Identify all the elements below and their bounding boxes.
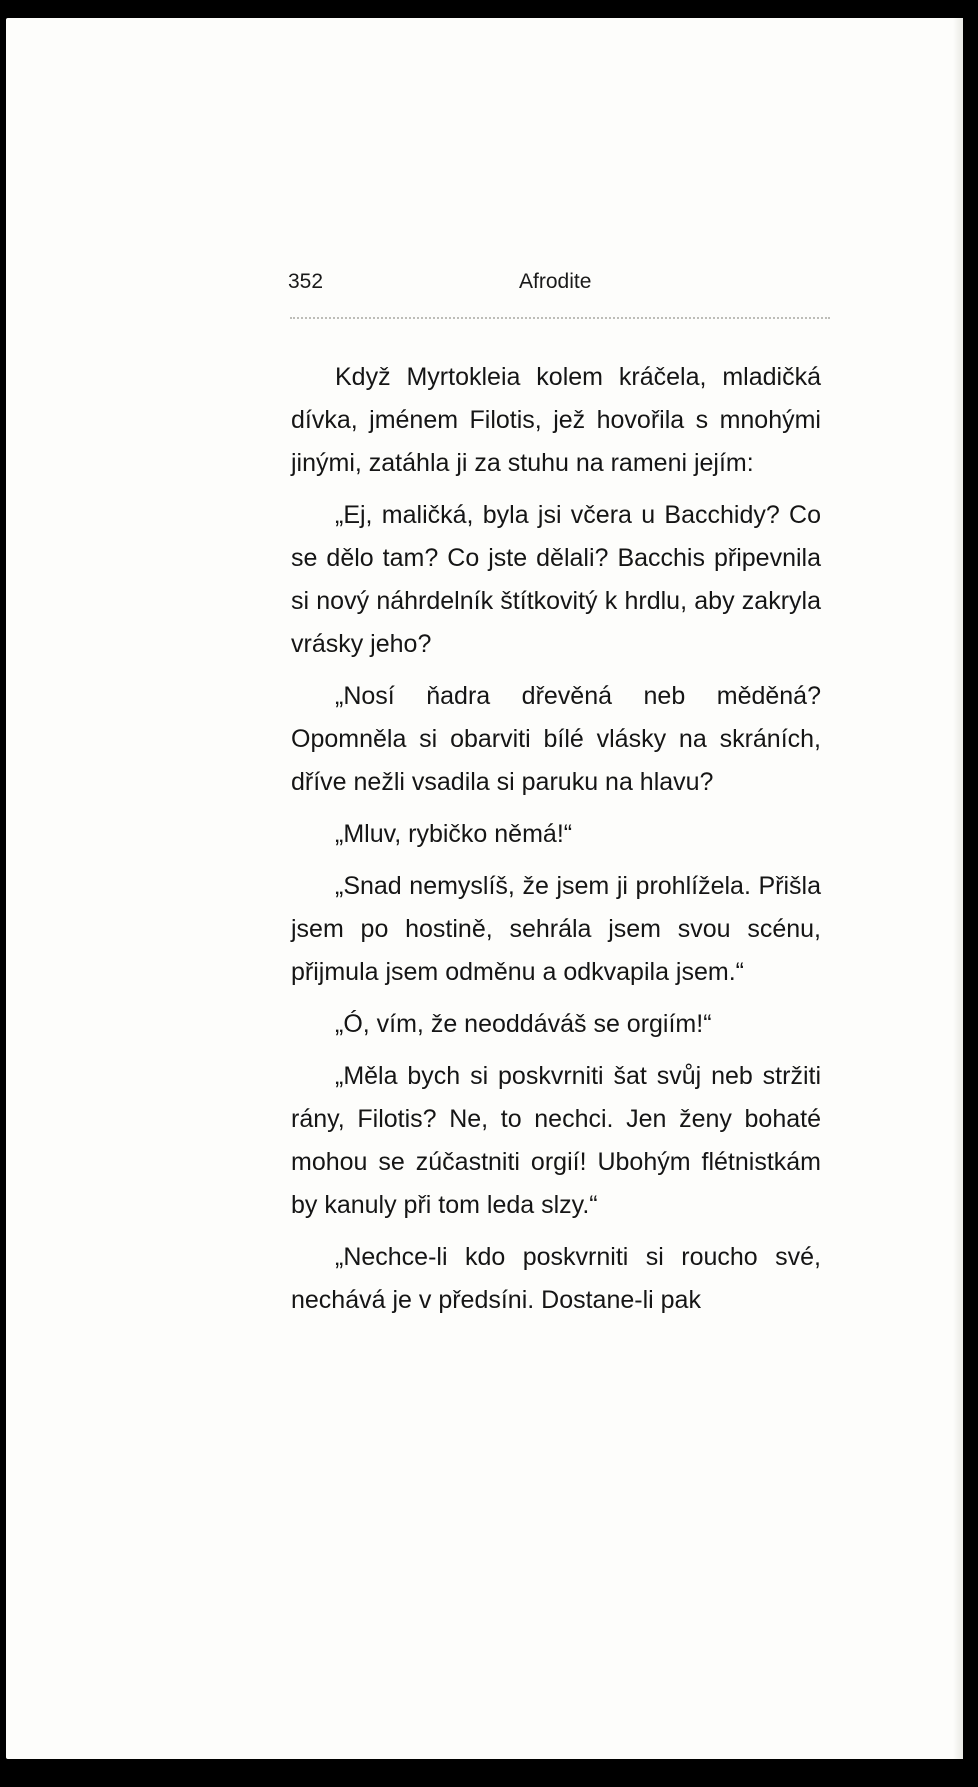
paragraph: „Měla bych si poskvrniti šat svůj neb stržiti rány, Filotis? Ne, to nechci. Jen ženy bohaté mohou se zúčastniti orgií! Ubohým flétnistkám by kanuly při tom leda slzy.“ [291,1062,821,1219]
paragraph: „Nechce-li kdo poskvrniti si roucho své, nechává je v předsíni. Dostane-li pak [291,1243,821,1314]
header-rule [290,317,830,319]
book-page [6,18,963,1759]
paragraph: „Nosí ňadra dřevěná neb měděná? Opomněla si obarviti bílé vlásky na skráních, dříve nežli vsadila si paruku na hlavu? [291,682,821,796]
page-number: 352 [288,270,324,293]
paragraph: „Mluv, rybičko němá!“ [335,820,573,848]
paragraph: Když Myrtokleia kolem kráčela, mladičká dívka, jménem Filotis, jež hovořila s mnohými jinými, zatáhla ji za stuhu na rameni jejím: [291,363,821,477]
paragraph: „Ej, maličká, byla jsi včera u Bacchidy? Co se dělo tam? Co jste dělali? Bacchis připevnila si nový náhrdelník štítkovitý k hrdlu, aby zakryla vrásky jeho? [291,501,821,658]
paragraph: „Ó, vím, že neoddáváš se orgiím!“ [335,1010,712,1038]
page-header [6,270,963,306]
running-title: Afrodite [519,270,592,293]
page-body [291,356,821,1331]
paragraph: „Snad nemyslíš, že jsem ji prohlížela. Přišla jsem po hostině, sehrála jsem svou scénu, přijmula jsem odměnu a odkvapila jsem.“ [291,872,821,986]
